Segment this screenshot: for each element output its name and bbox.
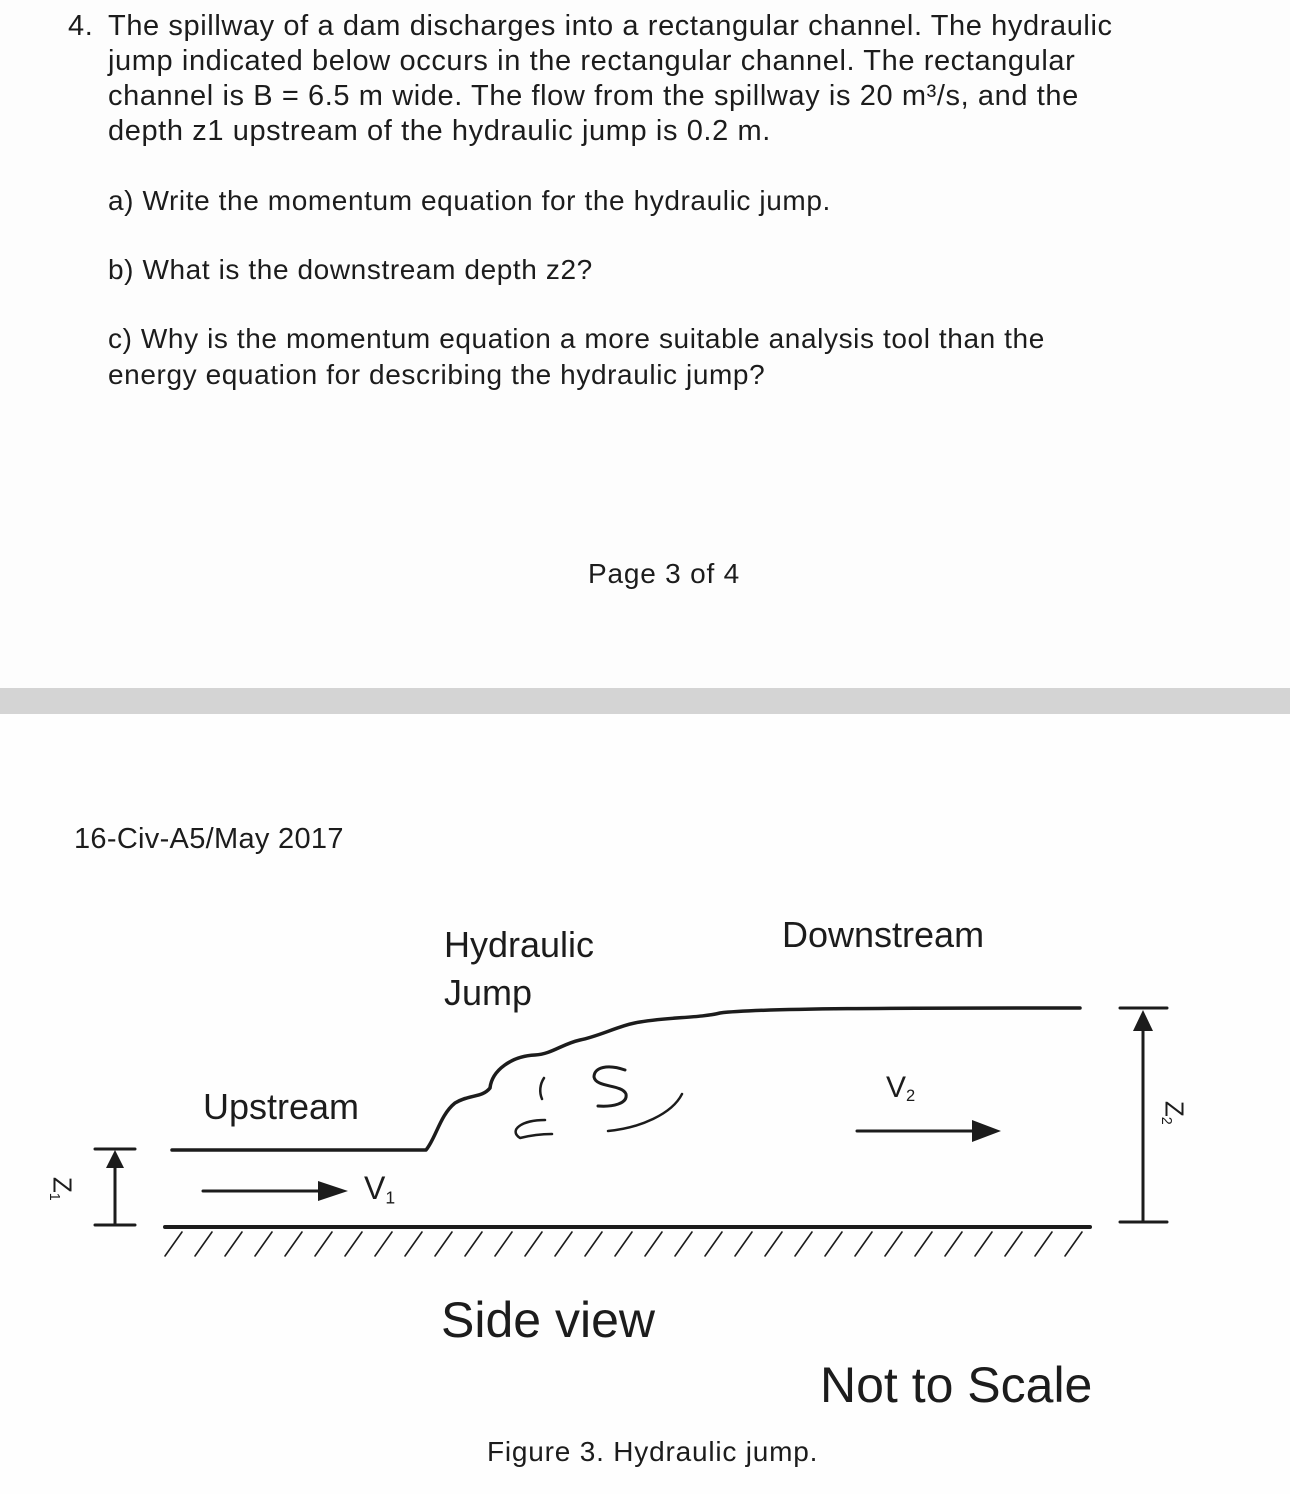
- not-to-scale-label: Not to Scale: [820, 1357, 1093, 1413]
- z1-label: $Z_1$: [46, 1176, 78, 1201]
- eddy-stroke-2: [594, 1067, 626, 1106]
- z1-arrowhead: [106, 1150, 124, 1168]
- part-a: a) Write the momentum equation for the hydraulic jump.: [108, 185, 831, 216]
- z2-arrowhead: [1133, 1010, 1153, 1031]
- v2-label: $V_2$: [886, 1071, 916, 1106]
- v1-arrowhead: [318, 1181, 348, 1201]
- z2-label: $Z_2$: [1158, 1100, 1190, 1125]
- part-c-line-1: c) Why is the momentum equation a more suitable analysis tool than the: [108, 323, 1045, 354]
- eddy-stroke-4: [516, 1120, 552, 1138]
- hydraulic-jump-label: Hydraulic Jump: [444, 924, 595, 1013]
- page-number: Page 3 of 4: [588, 558, 741, 589]
- question-line-3: channel is B = 6.5 m wide. The flow from the spillway is 20 m³/s, and the: [108, 80, 1079, 112]
- document-code: 16-Civ-A5/May 2017: [74, 823, 344, 855]
- question-line-4: depth z1 upstream of the hydraulic jump is 0.2 m.: [108, 115, 771, 147]
- bed-hatching: [165, 1232, 1082, 1256]
- v2-arrowhead: [972, 1120, 1001, 1142]
- part-c-line-2: energy equation for describing the hydraulic jump?: [108, 359, 766, 390]
- page-separator: [0, 688, 1290, 715]
- eddy-stroke-3: [608, 1094, 682, 1131]
- question-line-1: The spillway of a dam discharges into a rectangular channel. The hydraulic: [108, 10, 1113, 42]
- eddy-stroke-1: [540, 1078, 544, 1099]
- hydraulic-jump-diagram: [0, 714, 1290, 1494]
- side-view-label: Side view: [441, 1292, 655, 1348]
- question-number: 4.: [68, 10, 94, 42]
- question-line-2: jump indicated below occurs in the rectangular channel. The rectangular: [108, 45, 1076, 77]
- figure-caption: Figure 3. Hydraulic jump.: [487, 1436, 819, 1467]
- upstream-label: Upstream: [203, 1086, 360, 1127]
- part-b: b) What is the downstream depth z2?: [108, 254, 593, 285]
- v1-label: $V_1$: [364, 1170, 396, 1208]
- downstream-label: Downstream: [782, 914, 985, 955]
